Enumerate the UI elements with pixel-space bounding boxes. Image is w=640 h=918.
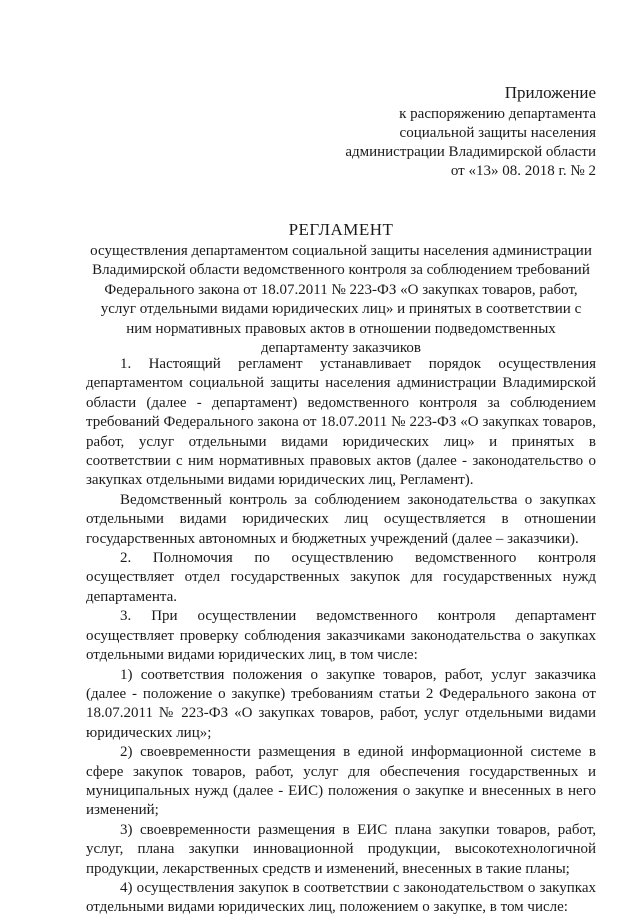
- document-title: РЕГЛАМЕНТ: [288, 220, 394, 239]
- paragraph: 3. При осуществлении ведомственного контроля департамент осуществляет проверку соблюдения заказчиками законодательства о закупках отдельными видами юридических лиц, в том числе:: [86, 608, 596, 664]
- paragraph: 2. Полномочия по осуществлению ведомственного контроля осуществляет отдел государственных закупок для государственных нужд департамента.: [86, 550, 596, 605]
- appendix-line-order: к распоряжению департамента: [399, 106, 596, 122]
- appendix-block: [266, 82, 596, 181]
- document-header: [86, 220, 596, 359]
- paragraph: 1) соответствия положения о закупке товаров, работ, услуг заказчика (далее - положение о закупке) требованиям статьи 2 Федерального закона от 18.07.2011 № 223-ФЗ «О закупках товаров, работ, услуг отдельными видами юридических лиц»;: [86, 666, 596, 741]
- document-subtitle: осуществления департаментом социальной защиты населения администрации Владимирской области ведомственного контроля за соблюдением требований Федерального закона от 18.07.2011 № 223-ФЗ «О закупках товаров, работ, услуг отдельными видами юридических лиц» и принятых в соответствии с ним нормативных правовых актов в отношении подведомственных департаменту заказчиков: [90, 242, 592, 356]
- paragraph: 3) своевременности размещения в ЕИС плана закупки товаров, работ, услуг, плана закупки инновационной продукции, высокотехнологичной продукции, лекарственных средств и изменений, внесенных в такие планы;: [86, 821, 596, 877]
- appendix-title: Приложение: [504, 83, 596, 102]
- appendix-line-administration: администрации Владимирской области: [345, 144, 596, 160]
- paragraph: Ведомственный контроль за соблюдением законодательства о закупках отдельными видами юридических лиц осуществляется в отношении государственных автономных и бюджетных учреждений (далее – заказчики).: [86, 491, 596, 547]
- paragraph: 1. Настоящий регламент устанавливает порядок осуществления департаментом социальной защиты населения администрации Владимирской области (далее - департамент) ведомственного контроля за соблюдением требований Федерального закона от 18.07.2011 № 223-ФЗ «О закупках товаров, работ, услуг отдельными видами юридических лиц» и принятых в соответствии с ним нормативных правовых актов (далее - законодательство о закупках отдельными видами юридических лиц, Регламент).: [86, 356, 596, 489]
- paragraph: 4) осуществления закупок в соответствии с законодательством о закупках отдельными видами юридических лиц, положением о закупке, в том числе:: [86, 879, 596, 916]
- appendix-line-department: социальной защиты населения: [399, 125, 596, 141]
- document-body: [86, 355, 596, 918]
- appendix-line-date: от «13» 08. 2018 г. № 2: [450, 163, 596, 179]
- paragraph: 2) своевременности размещения в единой информационной системе в сфере закупок товаров, работ, услуг для обеспечения государственных и муниципальных нужд (далее - ЕИС) положения о закупке и внесенных в него изменений;: [86, 744, 596, 819]
